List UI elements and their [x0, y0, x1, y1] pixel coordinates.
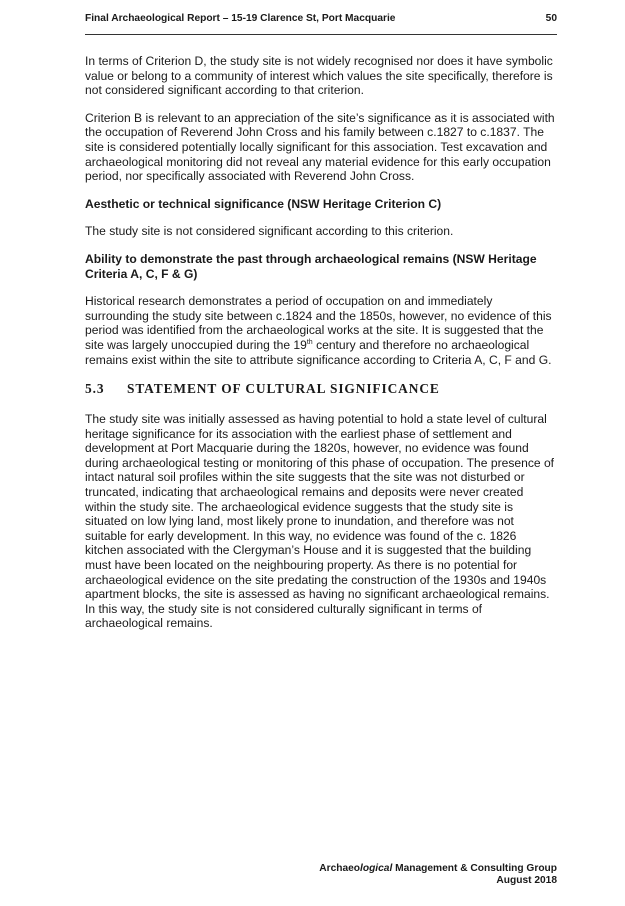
- section-title: STATEMENT OF CULTURAL SIGNIFICANCE: [127, 381, 440, 397]
- paragraph-criterion-d: In terms of Criterion D, the study site is not widely recognised nor does it have symbolic value or belong to a community of interest which values the site specifically, therefore is not considered significant according to that criterion.: [85, 54, 553, 98]
- org-name-part: Archaeo: [319, 863, 361, 874]
- paragraph-historical-research: [85, 294, 557, 367]
- heading-archaeological-remains: Ability to demonstrate the past through archaeological remains (NSW Heritage Criteria A, C, F & G): [85, 251, 537, 281]
- organisation-name: [319, 863, 557, 875]
- paragraph-statement-of-significance: The study site was initially assessed as having potential to hold a state level of cultural heritage significance for its association with the earliest phase of settlement and development at Port Macquarie during the 1820s, however, no evidence was found during archaeological testing or monitoring of this phase of occupation. The presence of intact natural soil profiles within the site suggests that the site was not disturbed or truncated, indicating that archaeological remains and deposits were never created within the study site. The archaeological evidence suggests that the study site is situated on low lying land, most likely prone to inundation, and therefore was not suitable for early development. In this way, no evidence was found of the c. 1826 kitchen associated with the Clergyman’s House and it is suggested that the building must have been located on the neighbouring property. As there is no potential for archaeological evidence on the site predating the construction of the 1930s and 1940s apartment blocks, the site is assessed as having no significant archaeological remains. In this way, the study site is not considered culturally significant in terms of archaeological remains.: [85, 412, 555, 631]
- page-number: 50: [545, 13, 557, 24]
- org-name-part: Management & Consulting Group: [392, 863, 557, 874]
- report-title: Final Archaeological Report – 15-19 Clarence St, Port Macquarie: [85, 13, 396, 24]
- heading-aesthetic-significance: Aesthetic or technical significance (NSW Heritage Criterion C): [85, 196, 442, 211]
- section-number: 5.3: [85, 381, 105, 397]
- page-footer: [319, 863, 557, 887]
- page-content: [85, 54, 557, 631]
- section-heading: [85, 381, 557, 397]
- paragraph-text: century and therefore no archaeological remains exist within the site to attribute significance according to Criteria A, C, F and G.: [85, 337, 552, 367]
- page-header: [85, 10, 557, 35]
- paragraph-criterion-b: Criterion B is relevant to an appreciation of the site’s significance as it is associated with the occupation of Reverend John Cross and his family between c.1827 to c.1837. The site is considered potentially locally significant for this association. Test excavation and archaeological monitoring did not reveal any material evidence for this early occupation period, nor specifically associated with Reverend John Cross.: [85, 110, 555, 184]
- superscript: th: [306, 338, 313, 346]
- org-name-italic: logical: [360, 863, 393, 874]
- paragraph-text: Historical research demonstrates a period of occupation on and immediately surrounding the study site between c.1824 and the 1850s, however, no evidence of this period was identified from the archaeological works at the site. It is suggested that the site was largely unoccupied during the 19: [85, 294, 552, 352]
- report-date: August 2018: [496, 875, 557, 886]
- paragraph-criterion-c: The study site is not considered significant according to this criterion.: [85, 224, 454, 239]
